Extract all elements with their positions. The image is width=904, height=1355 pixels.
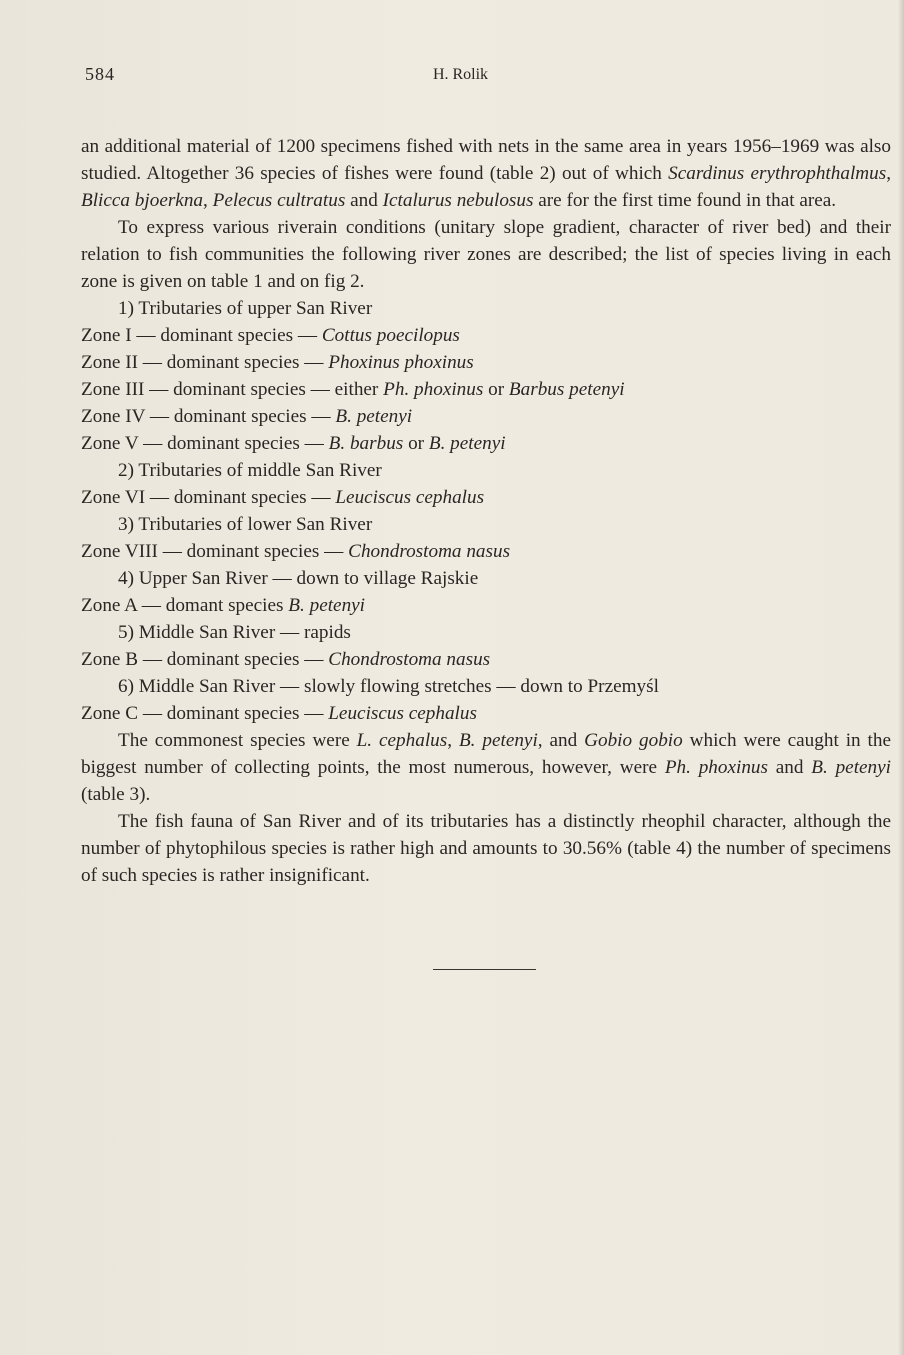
- zone-vi: Zone VI — dominant species — Leuciscus cephalus: [81, 487, 485, 508]
- zone-i: Zone I — dominant species — Cottus poecilopus: [81, 325, 460, 346]
- species-name: Blicca bjoerkna: [81, 190, 204, 211]
- zone-group-4: 4) Upper San River — down to village Rajskie: [118, 568, 479, 589]
- paragraph-fish-fauna: The fish fauna of San River and of its tributaries has a distinctly rheophil character, although the number of phytophilous species is rather high and amounts to 30.56% (table 4) the number of specimens of such species is rather insignificant.: [81, 811, 891, 886]
- zone-group-6: 6) Middle San River — slowly flowing stretches — down to Przemyśl: [118, 676, 659, 697]
- species-name: Pelecus cultratus: [212, 190, 346, 211]
- zone-group-5: 5) Middle San River — rapids: [118, 622, 351, 643]
- species-name: Scardinus erythrophthalmus: [668, 163, 887, 184]
- page-number: 584: [85, 64, 115, 84]
- zone-group-2: 2) Tributaries of middle San River: [118, 460, 382, 481]
- paragraph-additional-material: an additional material of 1200 specimens fished with nets in the same area in years 1956–1969 was also studied. Altogether 36 species of fishes were found (table 2) out of which Scardinus erythrophthalmus, Blicca bjoerkna, Pelecus cultratus and Ictalurus nebulosus are for the first time found in that area.: [81, 136, 891, 211]
- zone-group-1: 1) Tributaries of upper San River: [118, 298, 373, 319]
- zone-a: Zone A — domant species B. petenyi: [81, 595, 366, 616]
- zone-ii: Zone II — dominant species — Phoxinus phoxinus: [81, 352, 474, 373]
- end-rule: [433, 969, 536, 970]
- page-edge-shadow: [898, 0, 904, 1355]
- zone-viii: Zone VIII — dominant species — Chondrostoma nasus: [81, 541, 511, 562]
- zone-v: Zone V — dominant species — B. barbus or B. petenyi: [81, 433, 506, 454]
- page-header: [85, 64, 890, 88]
- running-head: H. Rolik: [432, 66, 489, 83]
- paragraph-river-zones: To express various riverain conditions (unitary slope gradient, character of river bed) and their relation to fish communities the following river zones are described; the list of species living in each zone is given on table 1 and on fig 2.: [81, 217, 891, 292]
- zone-iii: Zone III — dominant species — either Ph. phoxinus or Barbus petenyi: [81, 379, 625, 400]
- zone-group-3: 3) Tributaries of lower San River: [118, 514, 373, 535]
- zone-c: Zone C — dominant species — Leuciscus cephalus: [81, 703, 477, 724]
- paragraph-commonest-species: The commonest species were L. cephalus, B. petenyi, and Gobio gobio which were caught in the biggest number of collecting points, the most numerous, however, were Ph. phoxinus and B. petenyi (table 3).: [81, 730, 891, 805]
- zone-iv: Zone IV — dominant species — B. petenyi: [81, 406, 413, 427]
- zone-b: Zone B — dominant species — Chondrostoma nasus: [81, 649, 491, 670]
- body-text: [81, 133, 891, 889]
- species-name: Ictalurus nebulosus: [382, 190, 534, 211]
